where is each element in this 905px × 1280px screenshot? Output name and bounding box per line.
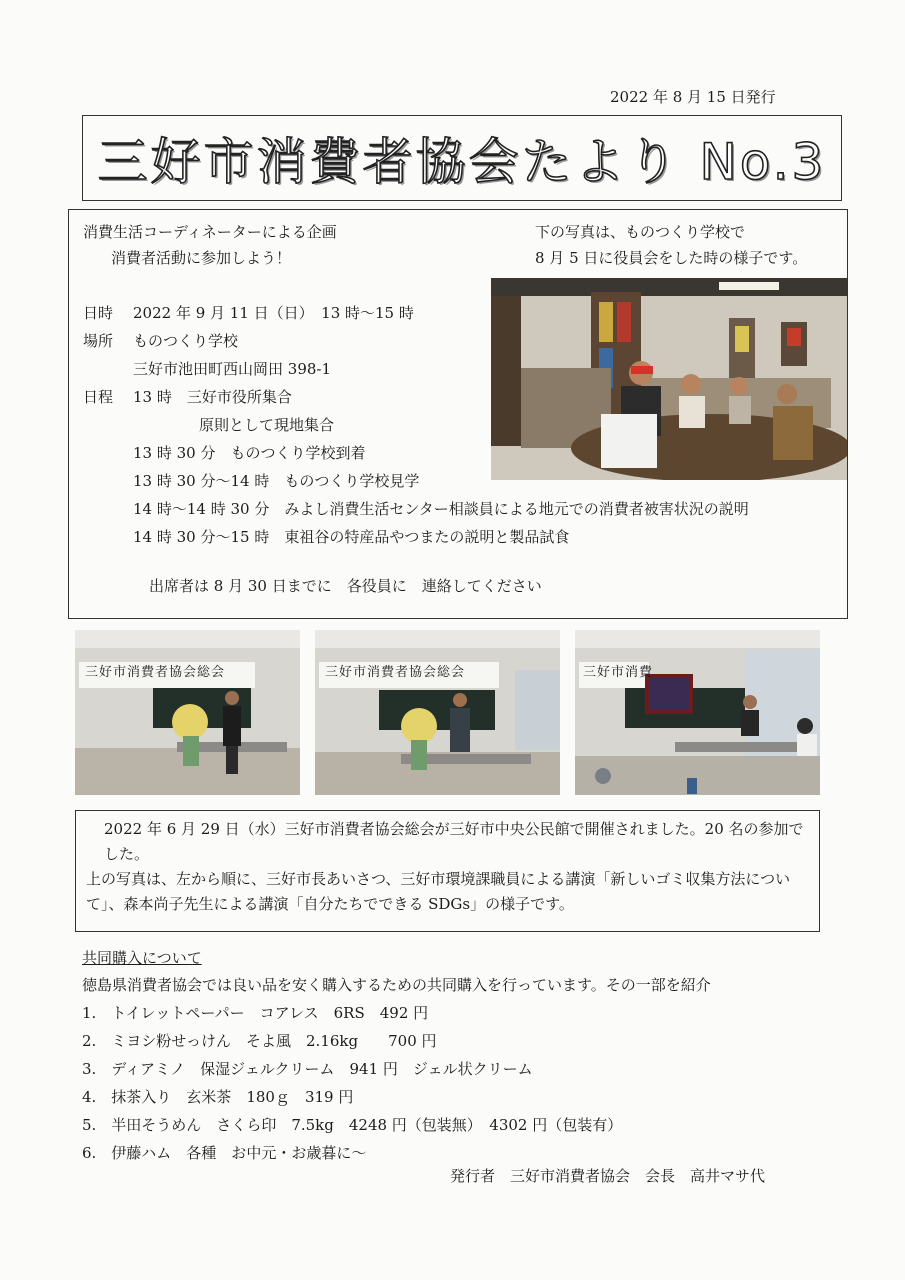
event-subheading: 消費者活動に参加しよう！ xyxy=(111,249,292,267)
meeting-photo xyxy=(491,278,847,480)
schedule-item: 13 時 三好市役所集合 xyxy=(133,388,292,406)
schedule-item: 13 時 30 分 ものつくり学校到着 xyxy=(133,444,366,462)
banner-text: 三好市消費者協会総会 xyxy=(325,665,466,680)
purchase-intro: 徳島県消費者協会では良い品を安く購入するための共同購入を行っています。その一部を紹介 xyxy=(82,976,711,994)
photo-caption-line1: 下の写真は、ものつくり学校で xyxy=(535,223,746,241)
summary-line2: 上の写真は、左から順に、三好市長あいさつ、三好市環境課職員による講演「新しいゴミ収集方法について」、森本尚子先生による講演「自分たちでできる SDGs」の様子です。 xyxy=(86,870,791,913)
place-value: ものつくり学校 xyxy=(133,332,239,350)
schedule-item: 14 時～14 時 30 分 みよし消費生活センター相談員による地元での消費者被害状況の説明 xyxy=(133,500,749,518)
purchase-heading: 共同購入について xyxy=(82,949,202,967)
issue-date: 2022 年 8 月 15 日発行 xyxy=(610,88,776,106)
event-box xyxy=(68,209,848,619)
purchase-item: 2. ミヨシ粉せっけん そよ風 2.16kg 700 円 xyxy=(82,1032,437,1050)
banner-text: 三好市消費者協会総会 xyxy=(85,665,226,680)
photo-caption-line2: 8 月 5 日に役員会をした時の様子です。 xyxy=(535,249,808,267)
banner-text: 三好市消費 xyxy=(583,665,654,680)
date-value: 2022 年 9 月 11 日（日） 13 時～15 時 xyxy=(133,304,414,322)
general-meeting-photo-1 xyxy=(75,630,300,795)
summary-line1: 2022 年 6 月 29 日（水）三好市消費者協会総会が三好市中央公民館で開催されました。20 名の参加でした。 xyxy=(104,820,804,863)
purchase-item: 3. ディアミノ 保湿ジェルクリーム 941 円 ジェル状クリーム xyxy=(82,1060,533,1078)
schedule-label: 日程 xyxy=(83,388,114,406)
schedule-item: 原則として現地集合 xyxy=(199,416,335,434)
address: 三好市池田町西山岡田 398-1 xyxy=(133,360,332,378)
schedule-item: 13 時 30 分～14 時 ものつくり学校見学 xyxy=(133,472,420,490)
place-label: 場所 xyxy=(83,332,114,350)
purchase-item: 4. 抹茶入り 玄米茶 180ｇ 319 円 xyxy=(82,1088,354,1106)
purchase-item: 5. 半田そうめん さくら印 7.5kg 4248 円（包装無） 4302 円（包装有） xyxy=(82,1116,623,1134)
date-label: 日時 xyxy=(83,304,114,322)
purchase-item: 6. 伊藤ハム 各種 お中元・お歳暮に～ xyxy=(82,1144,367,1162)
general-meeting-photo-2 xyxy=(315,630,560,795)
rsvp-note: 出席者は 8 月 30 日までに 各役員に 連絡してください xyxy=(149,577,542,595)
newsletter-title: 三好市消費者協会たより No.3 xyxy=(97,133,827,191)
schedule-item: 14 時 30 分～15 時 東祖谷の特産品やつまたの説明と製品試食 xyxy=(133,528,570,546)
purchase-item: 1. トイレットペーパー コアレス 6RS 492 円 xyxy=(82,1004,429,1022)
title-box xyxy=(82,115,842,201)
summary-box xyxy=(75,810,820,932)
event-heading: 消費生活コーディネーターによる企画 xyxy=(83,223,337,241)
general-meeting-photo-3 xyxy=(575,630,820,795)
publisher: 発行者 三好市消費者協会 会長 高井マサ代 xyxy=(450,1167,766,1185)
